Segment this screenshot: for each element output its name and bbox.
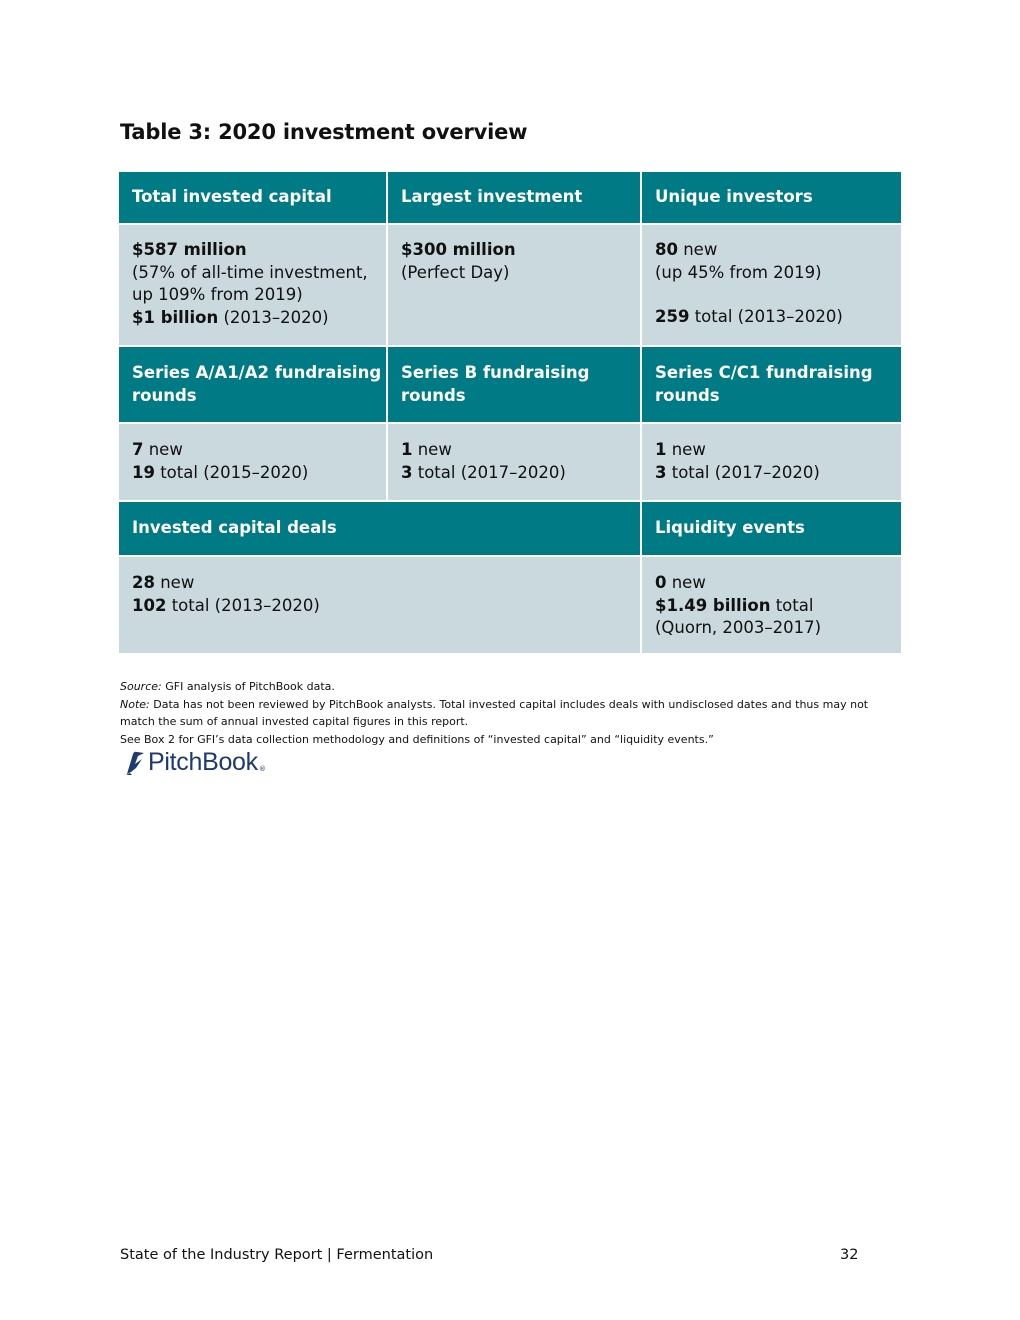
header-largest-investment: Largest investment [388,172,640,223]
table-notes [120,678,890,748]
cell-largest-investment: $300 million (Perfect Day) [388,225,640,345]
header-unique-investors: Unique investors [642,172,901,223]
footer-report-title: State of the Industry Report | Fermentation [120,1247,434,1263]
header-total-invested-capital: Total invested capital [119,172,386,223]
cell-series-b: 1 new 3 total (2017–2020) [388,424,640,500]
pitchbook-logo [124,748,266,777]
see-box-note: See Box 2 for GFI’s data collection methodology and definitions of “invested capital” and “liquidity events.” [120,732,714,746]
table-title: Table 3: 2020 investment overview [120,120,528,144]
cell-liquidity-events: 0 new $1.49 billion total (Quorn, 2003–2017) [642,557,901,653]
header-invested-capital-deals: Invested capital deals [119,502,640,555]
registered-mark: ® [258,765,266,773]
note-text: Note: Data has not been reviewed by PitchBook analysts. Total invested capital includes deals with undisclosed dates and thus may not match the sum of annual invested capital figures in this report. [120,697,869,728]
cell-series-c: 1 new 3 total (2017–2020) [642,424,901,500]
cell-total-invested-capital: $587 million (57% of all-time investment, up 109% from 2019) $1 billion (2013–2020) [119,225,386,345]
page-number: 32 [840,1247,859,1263]
header-series-c: Series C/C1 fundraising rounds [642,347,901,422]
source-note: Source: GFI analysis of PitchBook data. [120,680,335,693]
header-liquidity-events: Liquidity events [642,502,901,555]
cell-unique-investors: 80 new (up 45% from 2019) 259 total (2013–2020) [642,225,901,345]
header-series-b: Series B fundraising rounds [388,347,640,422]
pitchbook-wordmark: PitchBook [148,748,258,776]
cell-invested-capital-deals: 28 new 102 total (2013–2020) [119,557,640,653]
header-series-a: Series A/A1/A2 fundraising rounds [119,347,386,422]
pitchbook-mark-icon [124,750,146,776]
cell-series-a: 7 new 19 total (2015–2020) [119,424,386,500]
